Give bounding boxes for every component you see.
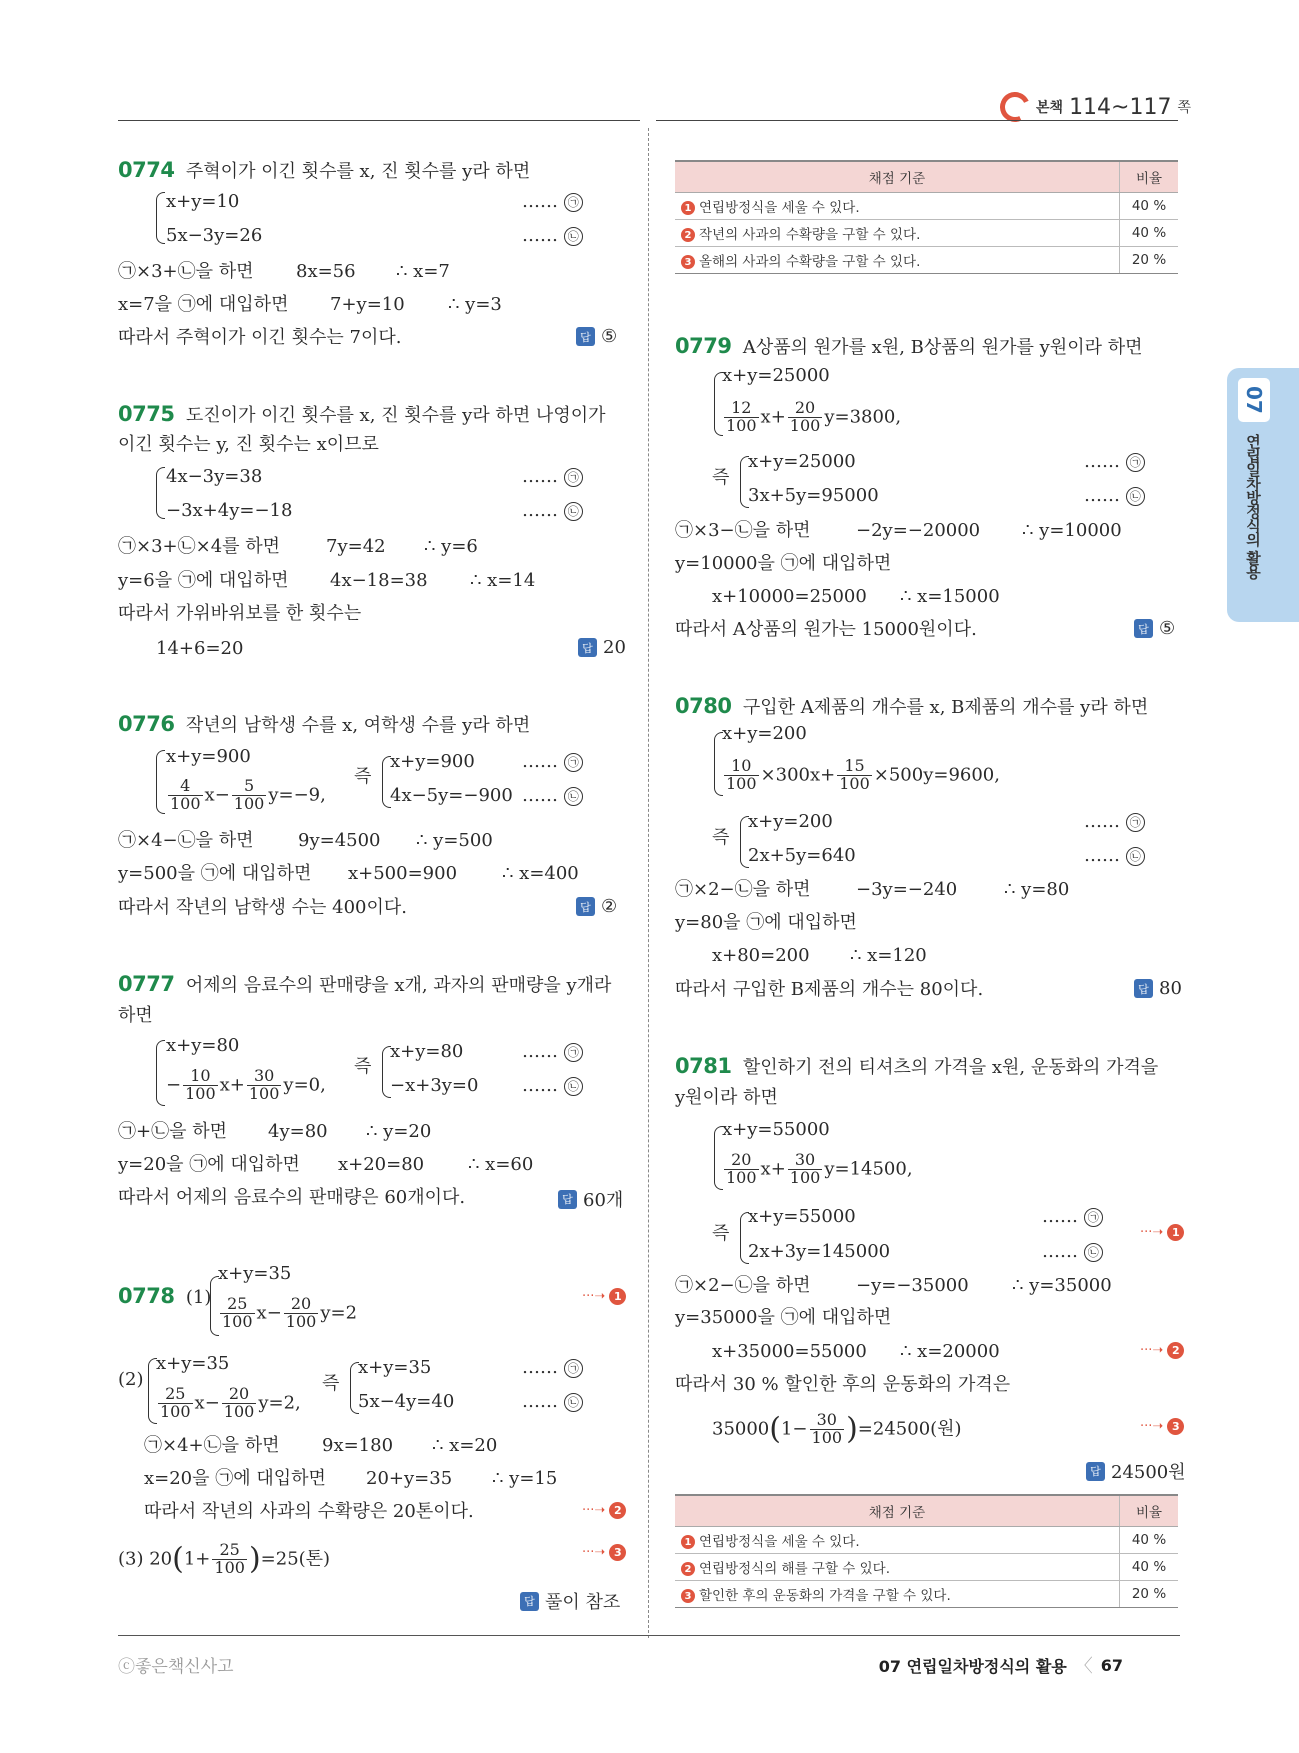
equation-1: 4x−3y=38 <box>166 466 263 487</box>
equation-tag: …… ㉡ <box>1084 484 1145 508</box>
problem-number: 0775 <box>118 402 175 426</box>
grading-marker-2: ···➝ 2 <box>1140 1342 1184 1359</box>
step-text: x=20을 ㉠에 대입하면 <box>144 1468 326 1489</box>
step-conclusion: ∴ x=15000 <box>900 586 1000 607</box>
equation-tag: …… ㉡ <box>522 1074 583 1098</box>
problem-number: 0781 <box>675 1054 732 1078</box>
table-row: 2 연립방정식의 해를 구할 수 있다. 40 % <box>675 1554 1178 1581</box>
table-row: 1 연립방정식을 세울 수 있다. 40 % <box>675 1527 1178 1554</box>
step-result: 9y=4500 <box>298 830 381 851</box>
step-text: y=35000을 ㉠에 대입하면 <box>675 1307 892 1328</box>
step-conclusion: ∴ y=6 <box>424 536 478 557</box>
problem-intro: 어제의 음료수의 판매량을 x개, 과자의 판매량을 y개라 <box>185 975 612 996</box>
step-conclusion: ∴ x=20000 <box>900 1341 1000 1362</box>
equation-tag: …… ㉠ <box>1084 810 1145 834</box>
equation-tag: …… ㉠ <box>522 190 583 214</box>
equation-2: − $\frac{10}{100}$ x+ $\frac{30}{100}$ y=0, <box>166 1066 326 1103</box>
answer-icon: 답 <box>576 897 595 916</box>
therefore-word: 즉 <box>712 467 730 488</box>
grading-table-0778 <box>675 160 1178 274</box>
answer: 답 ⑤ <box>1134 618 1175 639</box>
conclusion: 따라서 주혁이가 이긴 횟수는 7이다. <box>118 327 402 348</box>
conclusion: 따라서 30 % 할인한 후의 운동화의 가격은 <box>675 1374 1011 1395</box>
answer: 답 24500원 <box>1086 1458 1186 1484</box>
problem-intro: 도진이가 이긴 횟수를 x, 진 횟수를 y라 하면 나영이가 <box>185 405 606 426</box>
conclusion: 따라서 작년의 사과의 수확량은 20톤이다. <box>144 1501 474 1522</box>
footer-chapter-title: 07 연립일차방정식의 활용 <box>878 1656 1067 1676</box>
equation-1: x+y=900 <box>166 746 251 767</box>
conclusion: 따라서 가위바위보를 한 횟수는 <box>118 603 362 624</box>
problem-number: 0776 <box>118 712 175 736</box>
col-criteria: 채점 기준 <box>675 1495 1120 1527</box>
step-conclusion: ∴ y=80 <box>1004 879 1070 900</box>
footer-rule <box>118 1635 1180 1636</box>
therefore-word: 즉 <box>712 1223 730 1244</box>
computation: 14+6=20 <box>156 638 244 659</box>
step-text: y=80을 ㉠에 대입하면 <box>675 912 857 933</box>
chapter-number: 07 <box>1238 378 1270 422</box>
step-result: x+20=80 <box>338 1154 425 1175</box>
equation-tag: …… ㉠ <box>522 1356 583 1380</box>
step-conclusion: ∴ x=20 <box>432 1435 498 1456</box>
footer-chapter <box>879 1652 1123 1678</box>
step-text: ㉠×4+㉡을 하면 <box>144 1435 280 1456</box>
answer: 답 ② <box>576 896 617 917</box>
step-conclusion: ∴ x=7 <box>396 261 450 282</box>
final-computation: 35000(1− $\frac{30}{100}$ )=24500(원) <box>712 1410 962 1447</box>
equation-2: $\frac{10}{100}$ ×300x+ $\frac{15}{100}$ ×500y=9600, <box>726 756 1000 793</box>
equation-1: x+y=55000 <box>722 1119 830 1140</box>
step-conclusion: ∴ y=20 <box>366 1121 432 1142</box>
step-result: x+500=900 <box>348 863 458 884</box>
problem-intro-cont: y원이라 하면 <box>675 1087 778 1108</box>
equation-2: $\frac{4}{100}$ x− $\frac{5}{100}$ y=−9, <box>170 776 326 813</box>
table-row: 3 할인한 후의 운동화의 가격을 구할 수 있다. 20 % <box>675 1581 1178 1608</box>
subquestion-label: (2) <box>118 1369 144 1390</box>
step-conclusion: ∴ y=10000 <box>1022 520 1122 541</box>
equation-tag: …… ㉡ <box>1042 1240 1103 1264</box>
equation-3: x+y=55000 <box>748 1206 856 1227</box>
conclusion: 따라서 어제의 음료수의 판매량은 60개이다. <box>118 1187 466 1208</box>
equation-tag: …… ㉡ <box>1084 844 1145 868</box>
equation-2: $\frac{25}{100}$ x− $\frac{20}{100}$ y=2 <box>222 1294 358 1331</box>
equation-4: 2x+5y=640 <box>748 845 856 866</box>
step-conclusion: ∴ y=35000 <box>1012 1275 1112 1296</box>
answer-icon: 답 <box>578 638 597 657</box>
equation-2: −3x+4y=−18 <box>166 500 293 521</box>
subquestion-label: (1) <box>185 1287 212 1308</box>
problem-number: 0778 <box>118 1284 175 1308</box>
step-text: ㉠×2−㉡을 하면 <box>675 1275 811 1296</box>
step-conclusion: ∴ x=14 <box>470 570 536 591</box>
ref-page-unit: 쪽 <box>1177 100 1192 116</box>
answer-icon: 답 <box>520 1592 539 1611</box>
col-ratio: 비율 <box>1120 1495 1179 1527</box>
therefore-word: 즉 <box>712 827 730 848</box>
equation-4: 4x−5y=−900 <box>390 785 513 806</box>
step-conclusion: ∴ x=60 <box>468 1154 534 1175</box>
grading-marker-2: ···➝ 2 <box>582 1502 626 1519</box>
ref-page-range: 114~117 <box>1069 94 1172 120</box>
therefore-word: 즉 <box>322 1373 340 1394</box>
ref-label: 본책 <box>1036 100 1064 116</box>
conclusion: 따라서 A상품의 원가는 15000원이다. <box>675 619 977 640</box>
step-conclusion: ∴ y=3 <box>448 294 502 315</box>
grading-marker-1: ···➝ 1 <box>1140 1224 1184 1241</box>
equation-4: 3x+5y=95000 <box>748 485 879 506</box>
table-row: 3 올해의 사과의 수확량을 구할 수 있다. 20 % <box>675 247 1178 274</box>
problem-intro: A상품의 원가를 x원, B상품의 원가를 y원이라 하면 <box>742 337 1143 358</box>
equation-1: x+y=25000 <box>722 365 830 386</box>
publisher-credit: ⓒ좋은책신사고 <box>118 1657 234 1677</box>
step-result: 20+y=35 <box>366 1468 453 1489</box>
equation-tag: …… ㉡ <box>522 1390 583 1414</box>
problem-number: 0774 <box>118 158 175 182</box>
step-text: ㉠+㉡을 하면 <box>118 1121 227 1142</box>
equation-3: x+y=900 <box>390 751 475 772</box>
step-text: ㉠×4−㉡을 하면 <box>118 830 254 851</box>
therefore-word: 즉 <box>354 766 372 787</box>
step-result: 8x=56 <box>296 261 356 282</box>
col-ratio: 비율 <box>1120 161 1179 193</box>
equation-3: x+y=35 <box>358 1357 432 1378</box>
step-conclusion: ∴ x=120 <box>850 945 927 966</box>
equation-tag: …… ㉠ <box>1042 1205 1103 1229</box>
answer-icon: 답 <box>1134 979 1153 998</box>
equation-4: −x+3y=0 <box>390 1075 479 1096</box>
equation-2: $\frac{12}{100}$ x+ $\frac{20}{100}$ y=3800, <box>726 398 902 435</box>
equation-tag: …… ㉠ <box>522 750 583 774</box>
answer: 답 80 <box>1134 978 1182 999</box>
equation-4: 2x+3y=145000 <box>748 1241 891 1262</box>
grading-marker-1: ···➝ 1 <box>582 1288 626 1305</box>
equation-3: x+y=25000 <box>748 451 856 472</box>
step-text: y=6을 ㉠에 대입하면 <box>118 570 289 591</box>
step-text: ㉠×3+㉡×4를 하면 <box>118 536 281 557</box>
step-text: x=7을 ㉠에 대입하면 <box>118 294 289 315</box>
equation-3: x+y=80 <box>390 1041 464 1062</box>
system-brace <box>156 192 165 244</box>
answer-icon: 답 <box>1086 1462 1105 1481</box>
equation-2: $\frac{25}{100}$ x− $\frac{20}{100}$ y=2, <box>160 1384 301 1421</box>
equation-2: $\frac{20}{100}$ x+ $\frac{30}{100}$ y=14500, <box>726 1150 913 1187</box>
step-result: x+10000=25000 <box>712 586 867 607</box>
problem-intro-cont: 이긴 횟수는 y, 진 횟수는 x이므로 <box>118 434 379 455</box>
step-text: y=20을 ㉠에 대입하면 <box>118 1154 300 1175</box>
equation-2: 5x−3y=26 <box>166 225 263 246</box>
conclusion: 따라서 구입한 B제품의 개수는 80이다. <box>675 979 984 1000</box>
step-result: −2y=−20000 <box>856 520 981 541</box>
equation-1: x+y=10 <box>166 191 240 212</box>
table-row: 2 작년의 사과의 수확량을 구할 수 있다. 40 % <box>675 220 1178 247</box>
step-conclusion: ∴ y=15 <box>492 1468 558 1489</box>
column-divider <box>648 128 649 1638</box>
problem-number: 0779 <box>675 334 732 358</box>
step-result: 7y=42 <box>326 536 386 557</box>
system-brace <box>156 750 165 814</box>
equation-tag: …… ㉠ <box>522 1040 583 1064</box>
col-criteria: 채점 기준 <box>675 161 1120 193</box>
top-rule-left <box>118 120 640 121</box>
answer-icon: 답 <box>558 1190 577 1209</box>
textbook-page-reference <box>1000 90 1191 124</box>
step-result: 4y=80 <box>268 1121 328 1142</box>
problem-intro: 할인하기 전의 티셔츠의 가격을 x원, 운동화의 가격을 <box>742 1057 1159 1078</box>
grading-table-0781 <box>675 1494 1178 1608</box>
top-rule-right <box>656 120 1178 121</box>
answer: 답 ⑤ <box>576 326 617 347</box>
therefore-word: 즉 <box>354 1056 372 1077</box>
problem-number: 0780 <box>675 694 732 718</box>
equation-1: x+y=80 <box>166 1035 240 1056</box>
subquestion-3: (3) 20(1+ $\frac{25}{100}$ )=25(톤) <box>118 1540 331 1577</box>
problem-intro-cont: 하면 <box>118 1005 153 1026</box>
answer: 답 20 <box>578 637 626 658</box>
chapter-title: 연립일차방정식의 활용 <box>1244 434 1262 579</box>
step-result: x+80=200 <box>712 945 810 966</box>
conclusion: 따라서 작년의 남학생 수는 400이다. <box>118 897 408 918</box>
problem-number: 0777 <box>118 972 175 996</box>
step-conclusion: ∴ x=400 <box>502 863 579 884</box>
step-text: ㉠×2−㉡을 하면 <box>675 879 811 900</box>
equation-1: x+y=200 <box>722 723 807 744</box>
step-conclusion: ∴ y=500 <box>416 830 493 851</box>
equation-tag: …… ㉠ <box>1084 450 1145 474</box>
problem-intro: 구입한 A제품의 개수를 x, B제품의 개수를 y라 하면 <box>742 697 1149 718</box>
step-text: y=10000을 ㉠에 대입하면 <box>675 553 892 574</box>
step-text: ㉠×3+㉡을 하면 <box>118 261 254 282</box>
chevron-left-icon: 〈 <box>1074 1656 1093 1677</box>
step-text: ㉠×3−㉡을 하면 <box>675 520 811 541</box>
step-result: 9x=180 <box>322 1435 394 1456</box>
equation-1: x+y=35 <box>156 1353 230 1374</box>
step-result: x+35000=55000 <box>712 1341 867 1362</box>
answer-icon: 답 <box>576 327 595 346</box>
equation-tag: …… ㉡ <box>522 224 583 248</box>
equation-tag: …… ㉠ <box>522 465 583 489</box>
equation-tag: …… ㉡ <box>522 499 583 523</box>
equation-tag: …… ㉡ <box>522 784 583 808</box>
grading-marker-3: ···➝ 3 <box>582 1544 626 1561</box>
step-result: −y=−35000 <box>856 1275 969 1296</box>
answer: 답 60개 <box>558 1186 623 1212</box>
equation-4: 5x−4y=40 <box>358 1391 455 1412</box>
system-brace <box>156 467 165 519</box>
grading-marker-3: ···➝ 3 <box>1140 1418 1184 1435</box>
step-text: y=500을 ㉠에 대입하면 <box>118 863 312 884</box>
answer: 답 풀이 참조 <box>520 1588 620 1614</box>
equation-1: x+y=35 <box>218 1263 292 1284</box>
system-brace <box>156 1040 165 1106</box>
problem-intro: 작년의 남학생 수를 x, 여학생 수를 y라 하면 <box>185 715 531 736</box>
table-row: 1 연립방정식을 세울 수 있다. 40 % <box>675 193 1178 220</box>
answer-icon: 답 <box>1134 619 1153 638</box>
page-number: 67 <box>1100 1655 1123 1675</box>
chapter-side-tab <box>1227 368 1299 622</box>
step-result: −3y=−240 <box>856 879 958 900</box>
step-result: 7+y=10 <box>330 294 405 315</box>
equation-3: x+y=200 <box>748 811 833 832</box>
problem-intro: 주혁이가 이긴 횟수를 x, 진 횟수를 y라 하면 <box>185 161 531 182</box>
step-result: 4x−18=38 <box>330 570 428 591</box>
